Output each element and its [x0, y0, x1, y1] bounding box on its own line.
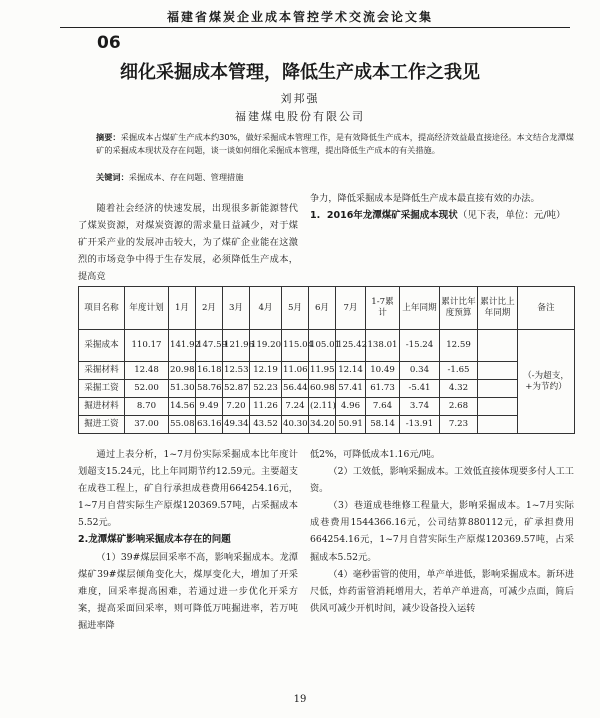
table-header-cell: 6月 — [309, 287, 336, 330]
intro-paragraph: 随着社会经济的快速发展，出现很多新能源替代了煤炭资源，对煤炭资源的需求量日益减少，对于煤矿开采产业的发展冲击较大，为了煤矿企业能在这激烈的市场竞争中得于生存发展，必须降低生产成本，提高竞 — [78, 203, 298, 283]
table-cell: 60.98 — [309, 380, 336, 398]
table-cell: 3.74 — [400, 398, 440, 416]
body-column-right-bottom — [310, 446, 574, 617]
table-cell: 147.59 — [196, 330, 223, 362]
table-cell: 16.18 — [196, 362, 223, 380]
table-cell: 7.20 — [223, 398, 250, 416]
table-cell: 12.48 — [125, 362, 169, 380]
section2-paragraph-4: （4）毫秒雷管的使用，单产单进低，影响采掘成本。新环进尺低，炸药雷管消耗增用大，若单产单进高，可减少点面，简后供风可减少开机时间，减少设备投入运转 — [310, 568, 574, 614]
table-cell: 58.76 — [196, 380, 223, 398]
table-cell — [478, 380, 518, 398]
table-header-cell: 7月 — [336, 287, 366, 330]
table-cell: 63.16 — [196, 416, 223, 434]
table-cell: -15.24 — [400, 330, 440, 362]
table-cell: 11.95 — [309, 362, 336, 380]
header-rule — [60, 27, 570, 28]
table-cell: 掘进材料 — [79, 398, 125, 416]
table-cell: 43.52 — [250, 416, 282, 434]
table-header-cell: 2月 — [196, 287, 223, 330]
table-cell: 56.44 — [282, 380, 309, 398]
table-header-cell: 上年同期 — [400, 287, 440, 330]
section2-paragraph-1-continued: 低2%，可降低成本1.16元/吨。 — [310, 449, 441, 460]
table-header-cell: 1-7累计 — [366, 287, 400, 330]
table-cell: 61.73 — [366, 380, 400, 398]
table-cell: 7.23 — [440, 416, 478, 434]
table-cell: 掘进工资 — [79, 416, 125, 434]
table-cell: 34.20 — [309, 416, 336, 434]
section1-note: （见下表，单位：元/吨） — [457, 210, 566, 222]
table-cell — [478, 416, 518, 434]
table-header-cell: 项目名称 — [79, 287, 125, 330]
table-remark-cell: （-为超支，+为节约） — [518, 330, 575, 434]
table-cell: 4.32 — [440, 380, 478, 398]
author: 刘邦强 — [280, 92, 320, 105]
body-column-right-top — [310, 190, 574, 224]
section2-heading: 2.龙潭煤矿影响采掘成本存在的问题 — [78, 534, 231, 546]
table-cell: 105.01 — [309, 330, 336, 362]
table-cell: 141.92 — [169, 330, 196, 362]
table-cell: 52.87 — [223, 380, 250, 398]
table-header-cell: 备注 — [518, 287, 575, 330]
keywords-label: 关键词： — [96, 172, 129, 182]
table-cell: 110.17 — [125, 330, 169, 362]
abstract — [96, 131, 574, 156]
table-cell: 57.41 — [336, 380, 366, 398]
table-header-cell: 累计比上年同期 — [478, 287, 518, 330]
table-cell: 51.30 — [169, 380, 196, 398]
body-column-left-top — [78, 200, 298, 285]
table-cell: 37.00 — [125, 416, 169, 434]
table-cell: 采掘工资 — [79, 380, 125, 398]
table-cell: 9.49 — [196, 398, 223, 416]
section2-paragraph-3: （3）巷道成巷维修工程量大，影响采掘成本。1~7月实际成巷费用1544366.16元，公司结算880112元，矿承担费用664254.16元，1~7月自营实际生产原煤120369.57吨，占采掘成本5.52元。 — [310, 500, 574, 563]
table-cell: 8.70 — [125, 398, 169, 416]
table-cell — [478, 330, 518, 362]
section1-title: 2016年龙潭煤矿采掘成本现状 — [326, 210, 458, 222]
table-cell: 12.19 — [250, 362, 282, 380]
table-header-cell: 累计比年度预算 — [440, 287, 478, 330]
section2-paragraph-1: （1）39#煤层回采率不高，影响采掘成本。龙潭煤矿39#煤层倾角变化大，煤厚变化大，增加了开采难度，回采率提高困难，若通过进一步优化开采方案，提高采面回采率，则可降低万吨掘进率，若万吨掘进率降 — [78, 551, 298, 631]
table-cell: 40.30 — [282, 416, 309, 434]
keywords — [96, 172, 574, 183]
table-cell: 50.91 — [336, 416, 366, 434]
table-cell: 58.14 — [366, 416, 400, 434]
table-cell: 采掘成本 — [79, 330, 125, 362]
article-title: 细化采掘成本管理，降低生产成本工作之我见 — [120, 62, 480, 83]
table-cell: 20.98 — [169, 362, 196, 380]
section1-number: 1. — [310, 210, 321, 222]
table-cell: -1.65 — [440, 362, 478, 380]
table-header-cell: 年度计划 — [125, 287, 169, 330]
table-cell: 119.20 — [250, 330, 282, 362]
running-head: 福建省煤炭企业成本管控学术交流会论文集 — [166, 10, 433, 24]
table-header-cell: 5月 — [282, 287, 309, 330]
table-cell: 12.59 — [440, 330, 478, 362]
table-cell: -13.91 — [400, 416, 440, 434]
table-cell: 采掘材料 — [79, 362, 125, 380]
table-analysis-paragraph: 通过上表分析，1~7月份实际采掘成本比年度计划超支15.24元，比上年同期节约12.59元。主要超支在成巷工程上，矿自行承担成巷费用664254.16元，1~7月自营实际生产原煤120369.57吨，占采掘成本5.52元。 — [78, 449, 298, 529]
table-cell — [478, 398, 518, 416]
table-row — [79, 398, 575, 416]
page-number: 19 — [293, 694, 307, 705]
table-cell: 55.08 — [169, 416, 196, 434]
table-cell: 4.96 — [336, 398, 366, 416]
table-row — [79, 380, 575, 398]
table-cell: 11.26 — [250, 398, 282, 416]
table-cell: 52.23 — [250, 380, 282, 398]
affiliation: 福建煤电股份有限公司 — [235, 110, 365, 123]
table-cell: 2.68 — [440, 398, 478, 416]
table-cell: 52.00 — [125, 380, 169, 398]
section2-paragraph-2: （2）工效低，影响采掘成本。工效低直接体现要多付人工工资。 — [310, 466, 574, 495]
table-cell: -5.41 — [400, 380, 440, 398]
keywords-text: 采掘成本、存在问题、管理措施 — [128, 172, 244, 182]
section1-heading — [310, 207, 574, 224]
table-cell: 10.49 — [366, 362, 400, 380]
table-header-row — [79, 287, 575, 330]
table-cell: 7.64 — [366, 398, 400, 416]
table-cell — [478, 362, 518, 380]
table-cell: 7.24 — [282, 398, 309, 416]
table-cell: 0.34 — [400, 362, 440, 380]
cost-table — [78, 286, 575, 434]
table-cell: 14.56 — [169, 398, 196, 416]
abstract-text: 采掘成本占煤矿生产成本约30%，做好采掘成本管理工作，是有效降低生产成本，提高经济效益最直接途径。本文结合龙潭煤矿的采掘成本现状及存在问题，谈一谈如何细化采掘成本管理，提出降低生产成本的有关措施。 — [96, 132, 574, 155]
article-number: 06 — [97, 33, 121, 53]
table-cell: 138.01 — [366, 330, 400, 362]
table-cell: 121.96 — [223, 330, 250, 362]
table-row — [79, 330, 575, 362]
table-header-cell: 3月 — [223, 287, 250, 330]
table-cell: 12.53 — [223, 362, 250, 380]
table-cell: 11.06 — [282, 362, 309, 380]
table-cell: (2.11) — [309, 398, 336, 416]
table-row — [79, 362, 575, 380]
table-header-cell: 4月 — [250, 287, 282, 330]
table-cell: 49.34 — [223, 416, 250, 434]
cost-table-wrapper — [78, 286, 574, 434]
table-cell: 125.42 — [336, 330, 366, 362]
table-row — [79, 416, 575, 434]
table-cell: 12.14 — [336, 362, 366, 380]
intro-continuation: 争力，降低采掘成本是降低生产成本最直接有效的办法。 — [310, 193, 540, 204]
table-cell: 115.04 — [282, 330, 309, 362]
body-column-left-bottom — [78, 446, 298, 634]
abstract-label: 摘要： — [96, 132, 121, 142]
table-header-cell: 1月 — [169, 287, 196, 330]
